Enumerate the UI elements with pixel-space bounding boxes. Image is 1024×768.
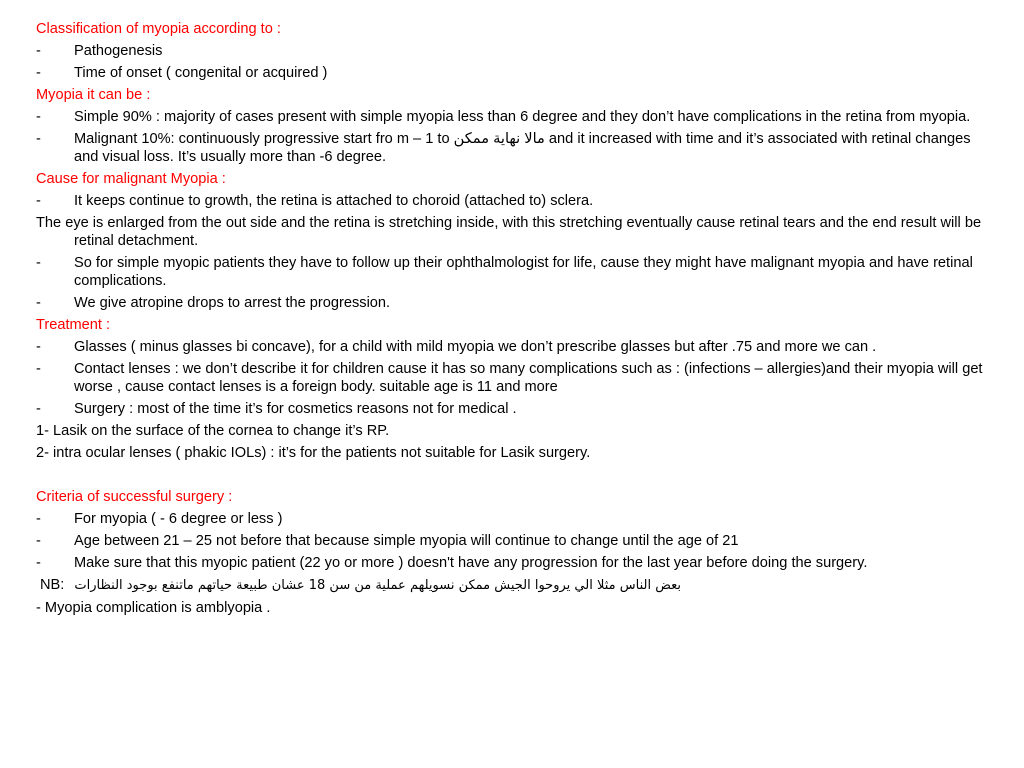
myopia-types-heading: Myopia it can be : (36, 87, 151, 103)
list-item (36, 338, 996, 356)
list-item-text: Make sure that this myopic patient (22 yo or more ) doesn't have any progression for the last year before doing the surgery. (74, 555, 868, 571)
criteria-heading: Criteria of successful surgery : (36, 489, 233, 505)
bullet-dash: - (36, 193, 41, 209)
bullet-dash: - (36, 131, 41, 147)
list-item (36, 42, 996, 60)
bullet-dash: - (36, 65, 41, 81)
nb-arabic-text: بعض الناس مثلا الي يروحوا الجيش ممكن نسويلهم عملية من سن 18 عشان طبيعة حياتهم ماتنفع بوجود النظارات (74, 578, 682, 593)
list-item-text: Time of onset ( congenital or acquired ) (74, 65, 328, 81)
bullet-dash: - (36, 295, 41, 311)
bullet-dash: - (36, 255, 41, 271)
bullet-dash: - (36, 361, 41, 377)
list-item-text: Age between 21 – 25 not before that because simple myopia will continue to change until the age of 21 (74, 533, 739, 549)
list-item-text: So for simple myopic patients they have to follow up their ophthalmologist for life, cause they might have malignant myopia and have retinal complications. (74, 255, 973, 289)
complication-note: - Myopia complication is amblyopia . (36, 600, 271, 616)
numbered-item: 1- Lasik on the surface of the cornea to change it’s RP. (36, 423, 390, 439)
bullet-dash: - (36, 533, 41, 549)
list-item (36, 108, 996, 126)
list-item (36, 532, 996, 550)
list-item (36, 130, 996, 166)
list-item-text: Contact lenses : we don’t describe it for children cause it has so many complications such as : (infections – allergies)and their myopia will get worse , cause contact lenses is a foreign body. suitable age is 11 and more (74, 361, 983, 395)
spacer (36, 466, 996, 484)
list-item-text: Malignant 10%: continuously progressive start fro m – 1 to مالا نهاية ممكن and it increased with time and it’s associated with retinal changes and visual loss. It’s usually more than -6 degree. (74, 131, 971, 165)
list-item (36, 400, 996, 418)
treatment-heading: Treatment : (36, 317, 111, 333)
cause-heading: Cause for malignant Myopia : (36, 171, 226, 187)
list-item-text: Pathogenesis (74, 43, 163, 59)
document-page (36, 20, 996, 621)
list-item-text: Surgery : most of the time it’s for cosmetics reasons not for medical . (74, 401, 517, 417)
list-item (36, 510, 996, 528)
nb-label: NB: (40, 577, 65, 593)
list-item (36, 554, 996, 572)
list-item-text: We give atropine drops to arrest the progression. (74, 295, 391, 311)
bullet-dash: - (36, 555, 41, 571)
classification-heading: Classification of myopia according to : (36, 21, 281, 37)
nb-note (36, 576, 996, 595)
list-item (36, 192, 996, 210)
bullet-dash: - (36, 109, 41, 125)
list-item-text: It keeps continue to growth, the retina is attached to choroid (attached to) sclera. (74, 193, 594, 209)
list-item-text: For myopia ( - 6 degree or less ) (74, 511, 283, 527)
bullet-dash: - (36, 43, 41, 59)
list-item (36, 294, 996, 312)
bullet-dash: - (36, 511, 41, 527)
cause-paragraph: The eye is enlarged from the out side and the retina is stretching inside, with this stretching eventually cause retinal tears and the end result will be retinal detachment. (36, 215, 982, 249)
list-item-text: Simple 90% : majority of cases present with simple myopia less than 6 degree and they don’t have complications in the retina from myopia. (74, 109, 971, 125)
list-item (36, 360, 996, 396)
list-item-text: Glasses ( minus glasses bi concave), for a child with mild myopia we don’t prescribe glasses but after .75 and more we can . (74, 339, 877, 355)
numbered-item: 2- intra ocular lenses ( phakic IOLs) : it’s for the patients not suitable for Lasik surgery. (36, 445, 591, 461)
bullet-dash: - (36, 339, 41, 355)
list-item (36, 254, 996, 290)
bullet-dash: - (36, 401, 41, 417)
list-item (36, 64, 996, 82)
